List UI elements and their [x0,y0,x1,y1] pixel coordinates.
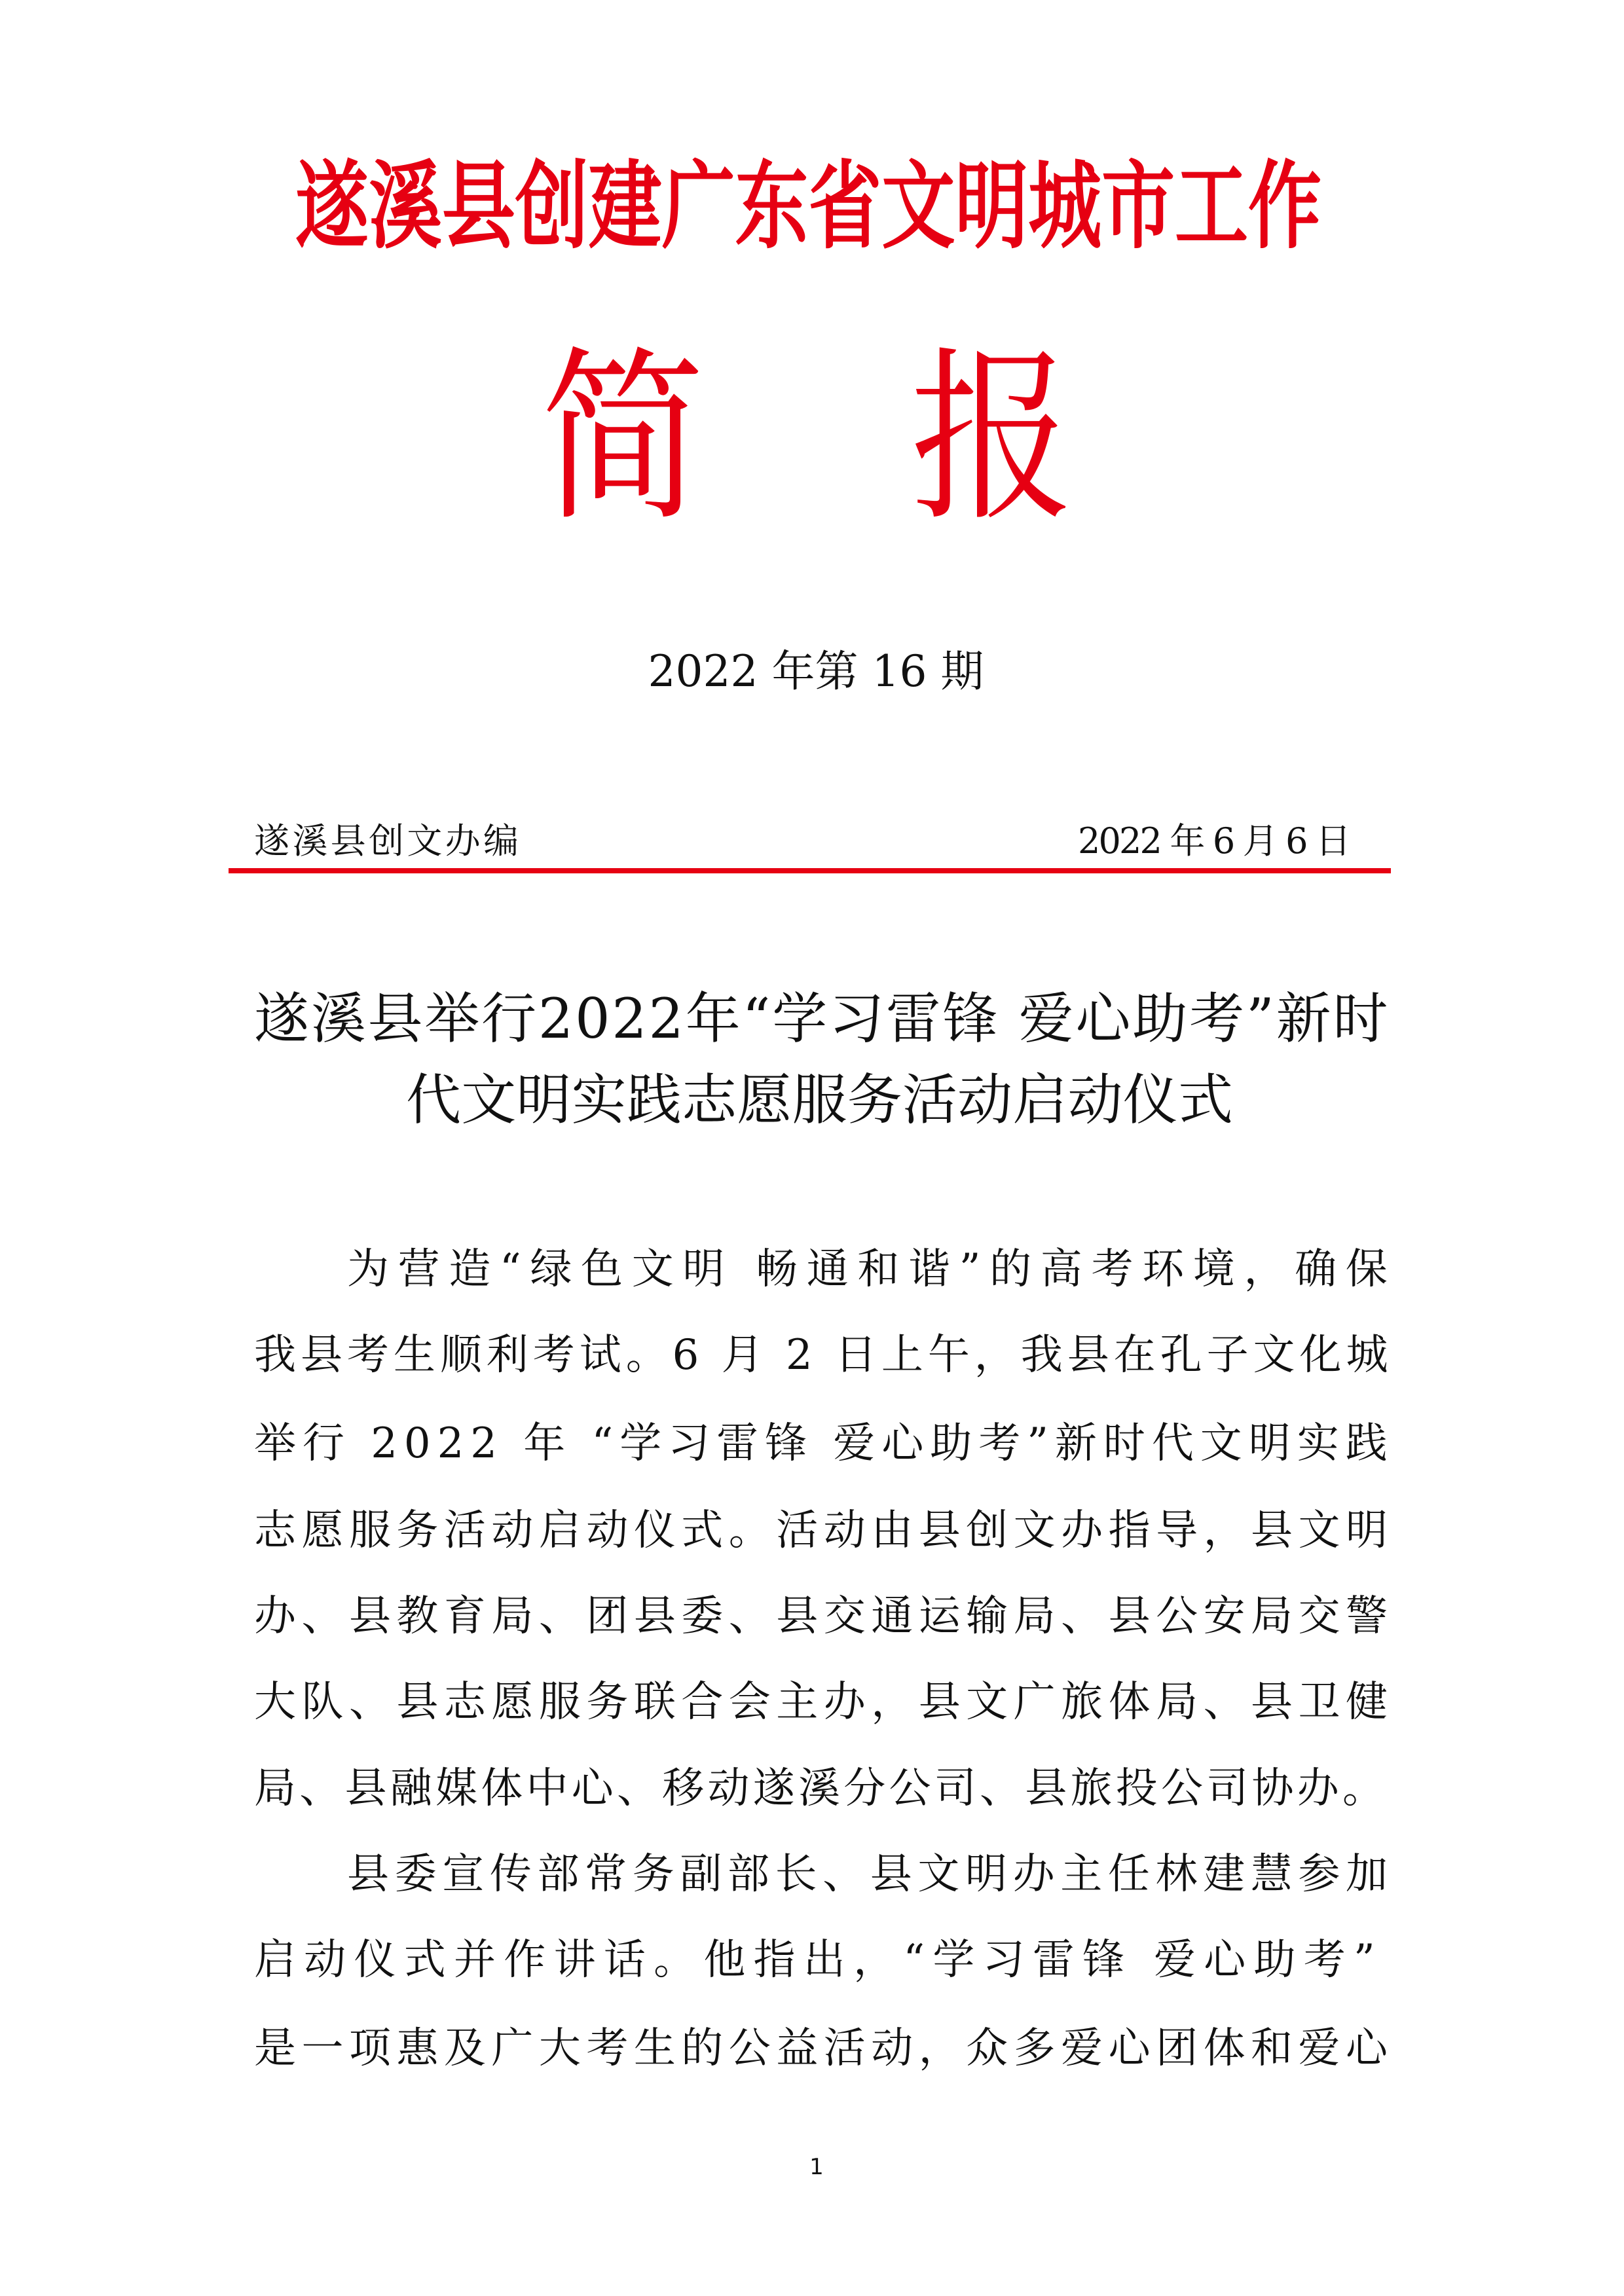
masthead-word-right: 报 [910,331,1074,546]
body-line: 办、县教育局、团县委、县交通运输局、县公安局交警 [254,1592,1393,1641]
body-line: 为营造“绿色文明 畅通和谐”的高考环境，确保 [347,1245,1397,1294]
body-line: 举行 2022 年 “学习雷锋 爱心助考”新时代文明实践 [254,1419,1394,1468]
masthead-title: 遂溪县创建广东省文明城市工作 [295,151,1321,263]
body-line: 大队、县志愿服务联合会主办，县文广旅体局、县卫健 [254,1678,1393,1726]
publish-date: 2022 年 6 月 6 日 [1078,820,1350,862]
issue-number: 2022 年第 16 期 [648,646,984,697]
body-line: 县委宣传部常务副部长、县文明办主任林建慧参加 [347,1850,1393,1899]
article-headline-line-2: 代文明实践志愿服务活动启动仪式 [406,1068,1234,1132]
body-line: 局、县融媒体中心、移动遂溪分公司、县旅投公司协办。 [254,1764,1388,1813]
masthead-word-left: 简 [541,331,705,546]
body-line: 是一项惠及广大考生的公益活动，众多爱心团体和爱心 [254,2024,1393,2073]
red-divider-rule [229,868,1391,873]
body-line: 启动仪式并作讲话。他指出，“学习雷锋 爱心助考” [254,1936,1384,1984]
article-headline-line-1: 遂溪县举行2022年“学习雷锋 爱心助考”新时 [254,987,1390,1051]
editor-label: 遂溪县创文办编 [254,820,522,862]
body-line: 我县考生顺利考试。6 月 2 日上午，我县在孔子文化城 [254,1331,1393,1379]
body-line: 志愿服务活动启动仪式。活动由县创文办指导，县文明 [254,1506,1393,1555]
page-number: 1 [809,2154,824,2180]
